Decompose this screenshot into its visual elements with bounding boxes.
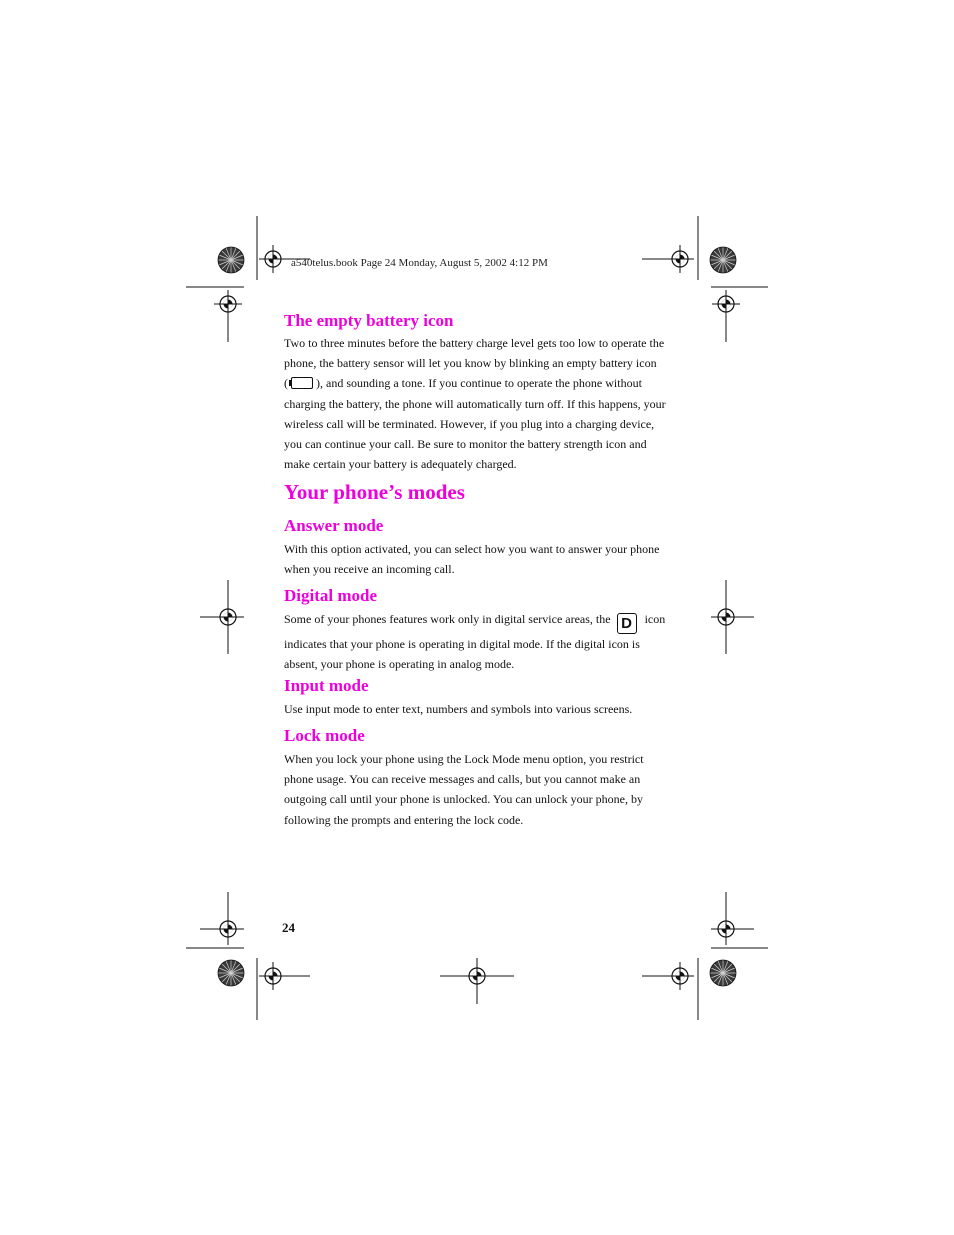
registration-mark-icon — [214, 603, 242, 631]
registration-mark-icon — [666, 245, 694, 273]
text-line: when you receive an incoming call. — [284, 562, 455, 577]
text-line: absent, your phone is operating in analog mode. — [284, 657, 515, 672]
heading-input-mode: Input mode — [284, 676, 369, 695]
color-bar-target-icon — [710, 247, 736, 273]
registration-mark-icon — [259, 962, 287, 990]
registration-mark-icon — [666, 962, 694, 990]
registration-mark-icon — [214, 290, 242, 318]
registration-mark-icon — [712, 915, 740, 943]
color-bar-target-icon — [218, 960, 244, 986]
color-bar-target-icon — [218, 247, 244, 273]
text-line: you can continue your call. Be sure to monitor the battery strength icon and — [284, 437, 647, 452]
text-fragment: Some of your phones features work only in digital service areas, the — [284, 612, 611, 626]
text-fragment: icon — [644, 612, 666, 626]
battery-empty-icon — [291, 377, 313, 389]
text-line: phone, the battery sensor will let you know by blinking an empty battery icon — [284, 356, 657, 371]
page-number: 24 — [282, 920, 295, 935]
text-line: When you lock your phone using the Lock Mode menu option, you restrict — [284, 752, 644, 766]
text-line: With this option activated, you can select how you want to answer your phone — [284, 542, 660, 556]
print-header: a540telus.book Page 24 Monday, August 5, 2002 4:12 PM — [291, 257, 548, 269]
text-line: Use input mode to enter text, numbers and symbols into various screens. — [284, 702, 633, 716]
color-bar-target-icon — [710, 960, 736, 986]
page-title: Your phone’s modes — [284, 480, 465, 504]
text-line: wireless call will be terminated. However, if you plug into a charging device, — [284, 416, 655, 431]
heading-lock-mode: Lock mode — [284, 726, 365, 745]
text-fragment: ), and sounding a tone. If you continue to operate the phone without — [316, 376, 642, 391]
heading-empty-battery: The empty battery icon — [284, 311, 454, 330]
digital-mode-icon: D — [617, 613, 637, 634]
answer-mode-paragraph — [284, 539, 666, 579]
text-line: phone usage. You can receive messages and calls, but you cannot make an — [284, 772, 641, 787]
registration-mark-icon — [259, 245, 287, 273]
text-line: indicates that your phone is operating in digital mode. If the digital icon is — [284, 637, 640, 651]
heading-digital-mode: Digital mode — [284, 586, 378, 605]
text-line: charging the battery, the phone will automatically turn off. If this happens, your — [284, 396, 666, 411]
empty-battery-paragraph — [284, 333, 666, 474]
text-line — [284, 609, 666, 634]
registration-mark-icon — [463, 962, 491, 990]
text-line: Two to three minutes before the battery charge level gets too low to operate the — [284, 336, 665, 350]
input-mode-paragraph — [284, 699, 666, 719]
lock-mode-paragraph — [284, 749, 666, 830]
registration-mark-icon — [712, 290, 740, 318]
registration-mark-icon — [214, 915, 242, 943]
text-line: make certain your battery is adequately charged. — [284, 457, 517, 472]
text-line — [284, 373, 666, 393]
text-line: following the prompts and entering the lock code. — [284, 812, 524, 827]
registration-mark-icon — [712, 603, 740, 631]
text-fragment: ( — [284, 376, 288, 391]
text-line: outgoing call until your phone is unlocked. You can unlock your phone, by — [284, 792, 643, 807]
heading-answer-mode: Answer mode — [284, 516, 384, 535]
digital-mode-paragraph — [284, 609, 666, 674]
